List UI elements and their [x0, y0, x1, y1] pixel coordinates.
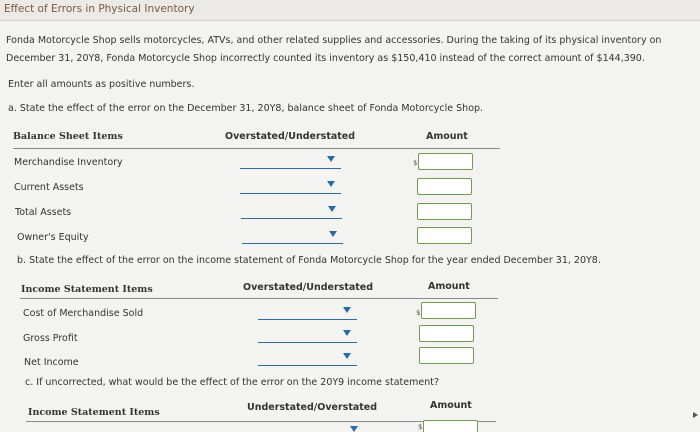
status-select[interactable] — [241, 204, 342, 219]
row-label: Merchandise Inventory — [14, 157, 123, 168]
status-select[interactable] — [240, 154, 341, 169]
chevron-down-icon — [343, 353, 351, 359]
part-b-divider — [20, 298, 498, 299]
chevron-down-icon — [328, 206, 336, 212]
part-b-header-items: Income Statement Items — [21, 284, 153, 295]
amount-input[interactable] — [418, 153, 473, 170]
amount-input[interactable] — [419, 347, 474, 364]
amount-input[interactable] — [423, 420, 478, 432]
problem-title: Effect of Errors in Physical Inventory — [4, 3, 195, 15]
dollar-sign: $ — [418, 423, 423, 431]
row-label: Cost of Merchandise Sold — [23, 308, 144, 319]
chevron-down-icon — [327, 156, 335, 162]
chevron-down-icon — [350, 426, 358, 432]
status-select[interactable] — [240, 179, 341, 194]
amount-input[interactable] — [421, 302, 476, 319]
row-label: Total Assets — [15, 207, 72, 218]
scroll-arrow-icon[interactable] — [693, 412, 698, 418]
dollar-sign: $ — [413, 159, 418, 167]
dollar-sign: $ — [416, 309, 421, 317]
amount-input[interactable] — [417, 227, 472, 244]
status-select[interactable] — [242, 229, 343, 244]
row-label: Current Assets — [14, 182, 84, 193]
part-a-question: a. State the effect of the error on the December 31, 20Y8, balance sheet of Fonda Motorcycle Shop. — [8, 103, 484, 114]
part-c-header-amount: Amount — [430, 400, 472, 411]
part-c-header-items: Income Statement Items — [28, 407, 160, 418]
row-label: Gross Profit — [23, 333, 78, 344]
status-select[interactable] — [265, 416, 364, 430]
status-select[interactable] — [258, 351, 357, 366]
chevron-down-icon — [343, 307, 351, 313]
amount-input[interactable] — [419, 325, 474, 342]
part-a-divider — [13, 148, 500, 149]
row-label: Net Income — [24, 357, 79, 368]
problem-intro: Fonda Motorcycle Shop sells motorcycles, ATVs, and other related supplies and accessories. During the taking of its physical inventory on December 31, 20Y8, Fonda Motorcycle Shop incorrectly counted its inventory as $150,410 instead of the correct amount of $144,390. — [6, 35, 662, 64]
part-a-header-amount: Amount — [426, 131, 468, 142]
part-a-header-items: Balance Sheet Items — [13, 131, 123, 142]
chevron-down-icon — [329, 231, 337, 237]
row-label: Owner's Equity — [17, 232, 89, 243]
problem-header — [0, 0, 700, 21]
part-c-header-status: Understated/Overstated — [247, 402, 378, 413]
amount-input[interactable] — [417, 203, 472, 220]
part-b-header-amount: Amount — [428, 281, 470, 292]
part-a-header-status: Overstated/Understated — [225, 131, 356, 142]
status-select[interactable] — [258, 305, 357, 320]
instruction-text: Enter all amounts as positive numbers. — [8, 79, 195, 90]
chevron-down-icon — [327, 181, 335, 187]
amount-input[interactable] — [417, 178, 472, 195]
part-b-question: b. State the effect of the error on the income statement of Fonda Motorcycle Shop for the year ended December 31, 20Y8. — [17, 255, 601, 266]
part-b-header-status: Overstated/Understated — [243, 282, 374, 293]
chevron-down-icon — [343, 330, 351, 336]
status-select[interactable] — [258, 328, 357, 343]
part-c-question: c. If uncorrected, what would be the effect of the error on the 20Y9 income statement? — [25, 377, 439, 388]
